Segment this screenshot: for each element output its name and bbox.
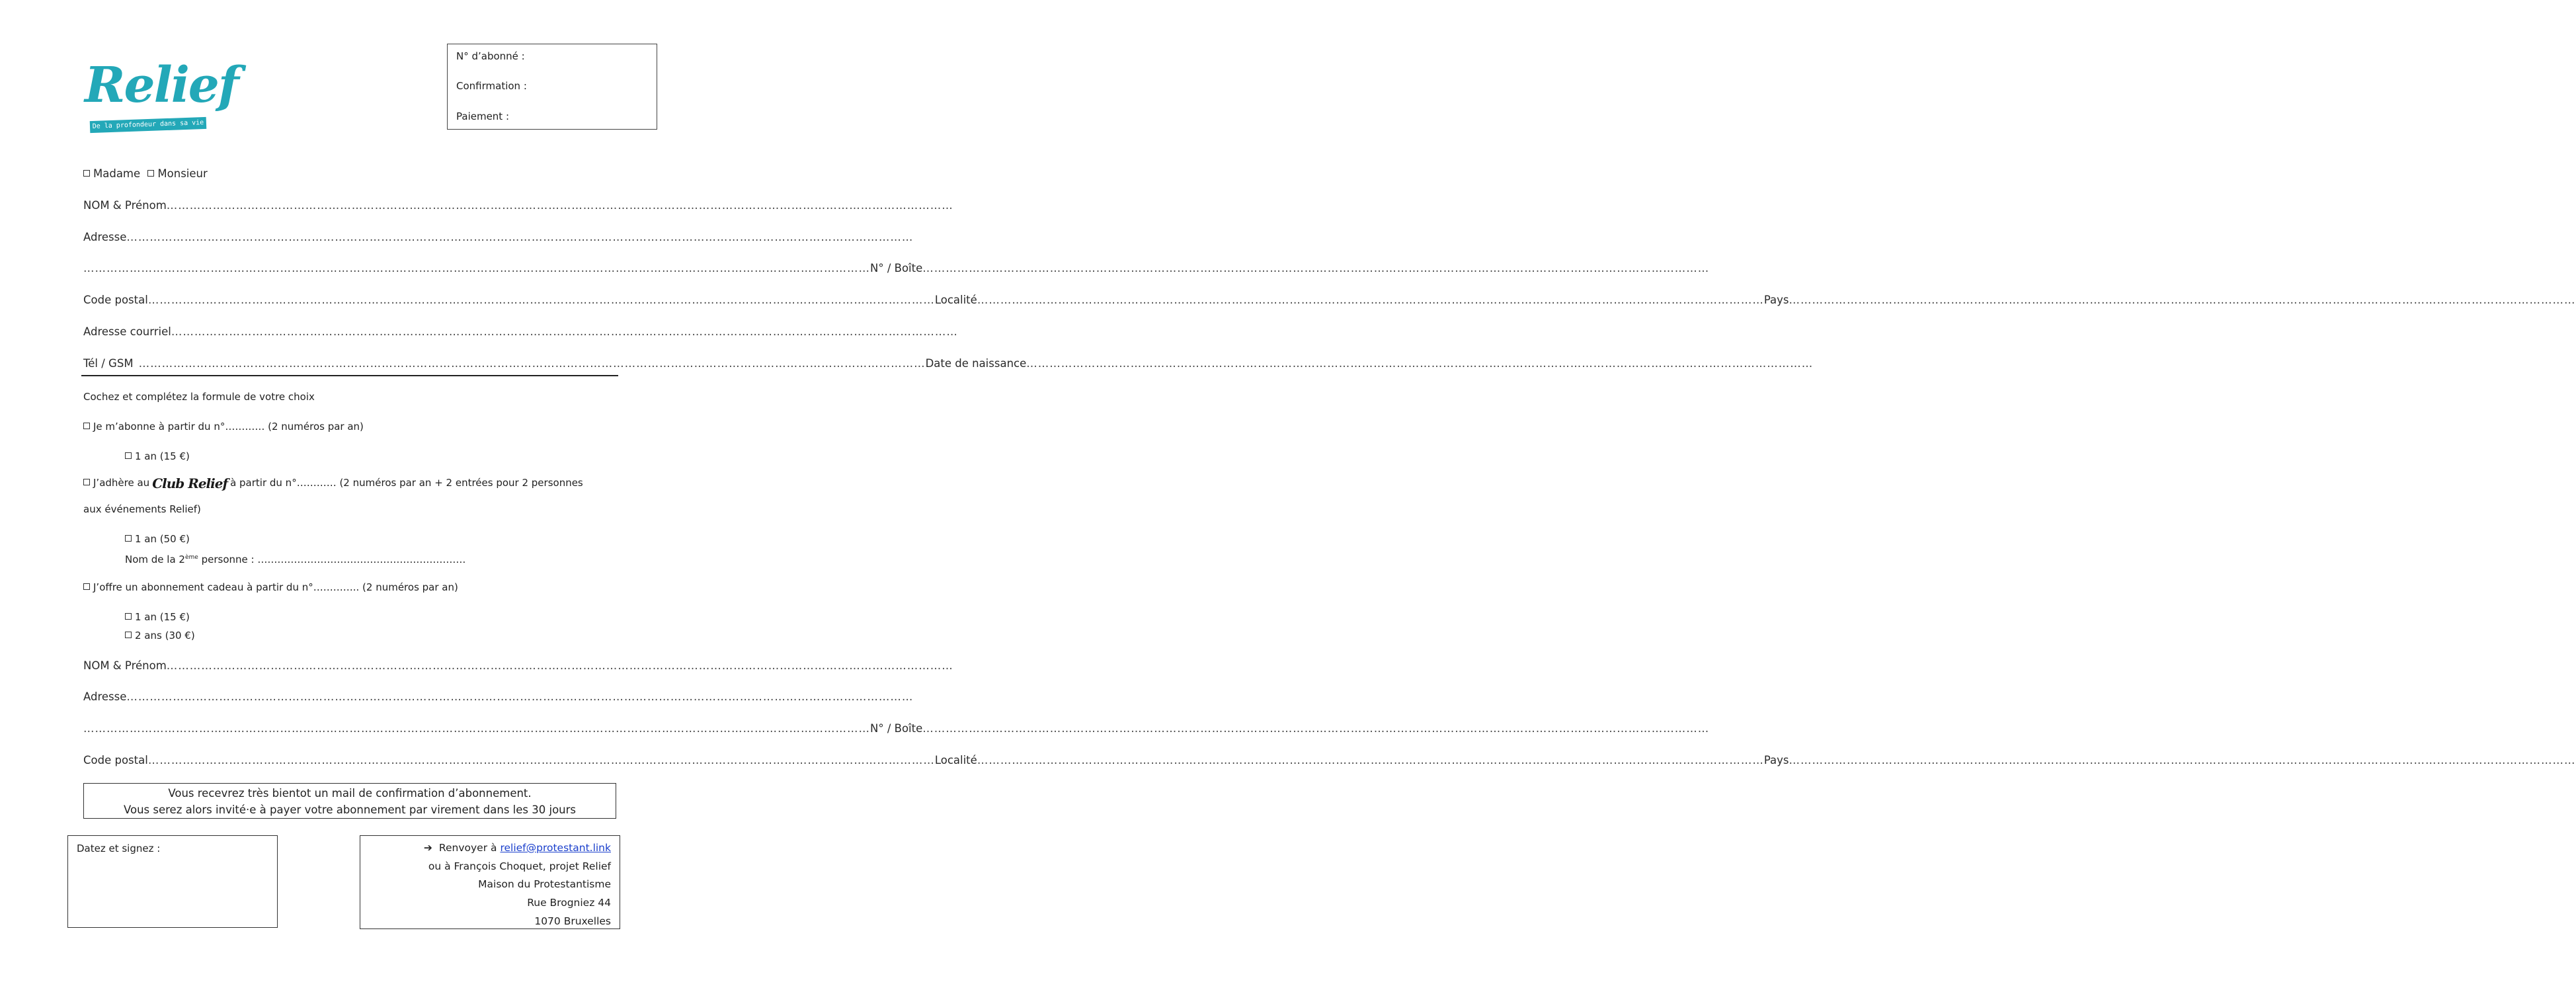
club-suffix: à partir du n°………… (2 numéros par an + 2 entrées pour 2 personnes xyxy=(230,477,583,489)
postal-dots: …………………………………………………………………………………………………………………………………………………………………………………… xyxy=(147,294,935,306)
gift-postal-dots: …………………………………………………………………………………………………………………………………………………………………………………… xyxy=(147,754,935,766)
return-line3: Maison du Protestantisme xyxy=(478,878,611,890)
second-person-label-b: personne : ……………………………………………………… xyxy=(198,554,466,565)
phone-birth-row[interactable] xyxy=(83,356,1814,371)
subscribe-text: Je m’abonne à partir du n°………… (2 numéros par an) xyxy=(93,421,364,433)
second-person-field[interactable] xyxy=(125,551,465,566)
gift-address-line2-field[interactable] xyxy=(83,722,1710,736)
gift-country-label: Pays xyxy=(1763,754,1789,766)
gift-option[interactable] xyxy=(83,581,458,594)
confirmation-notice xyxy=(83,783,616,819)
formula-heading: Cochez et complétez la formule de votre choix xyxy=(83,391,315,403)
country-dots: …………………………………………………………………………………………………………………………………………………………………………………… xyxy=(1789,294,2576,306)
club-1year-option[interactable] xyxy=(125,532,190,546)
monsieur-checkbox[interactable] xyxy=(147,170,154,177)
gift-1year-option[interactable] xyxy=(125,610,190,624)
gift-2years-label: 2 ans (30 €) xyxy=(135,630,195,641)
return-line1 xyxy=(424,842,611,854)
gift-locality-dots: …………………………………………………………………………………………………………………………………………………………………………………… xyxy=(977,754,1764,766)
return-address-box xyxy=(360,835,620,929)
gift-text: J’offre un abonnement cadeau à partir du n°………….. (2 numéros par an) xyxy=(93,581,458,593)
address-field[interactable] xyxy=(83,230,914,245)
notice-line1: Vous recevrez très bientot un mail de confirmation d’abonnement. xyxy=(168,787,532,800)
gift-name-field[interactable] xyxy=(83,659,953,673)
gift-name-dots: …………………………………………………………………………………………………………………………………………………………………………………… xyxy=(166,659,953,672)
return-line5: 1070 Bruxelles xyxy=(534,915,611,927)
subscribe-checkbox[interactable] xyxy=(83,423,90,429)
signature-label: Datez et signez : xyxy=(77,843,161,854)
phone-dots: …………………………………………………………………………………………………………………………………………………………………………………… xyxy=(138,357,926,370)
madame-label: Madame xyxy=(93,167,141,180)
name-dots: …………………………………………………………………………………………………………………………………………………………………………………… xyxy=(166,199,953,212)
notice-line2: Vous serez alors invité·e à payer votre abonnement par virement dans les 30 jours xyxy=(123,804,577,816)
email-dots: …………………………………………………………………………………………………………………………………………………………………………………… xyxy=(171,325,958,338)
gift-postal-label: Code postal xyxy=(83,754,148,766)
gift-country-dots: …………………………………………………………………………………………………………………………………………………………………………………… xyxy=(1789,754,2576,766)
gift-locality-label: Localité xyxy=(934,754,977,766)
gift-address-label: Adresse xyxy=(83,690,127,703)
return-prefix: Renvoyer à xyxy=(438,842,497,854)
name-field[interactable] xyxy=(83,198,953,213)
subscribe-1year-option[interactable] xyxy=(125,450,190,463)
country-label: Pays xyxy=(1763,294,1789,306)
gift-checkbox[interactable] xyxy=(83,583,90,590)
gift-1year-checkbox[interactable] xyxy=(125,613,132,620)
gift-number-box-dots: …………………………………………………………………………………………………………………………………………………………………………………… xyxy=(922,722,1710,735)
salutation-row xyxy=(83,167,616,181)
gift-address-field[interactable] xyxy=(83,690,914,704)
postal-label: Code postal xyxy=(83,294,148,306)
locality-dots: …………………………………………………………………………………………………………………………………………………………………………………… xyxy=(977,294,1764,306)
relief-logo xyxy=(85,56,238,135)
address-dots: …………………………………………………………………………………………………………………………………………………………………………………… xyxy=(126,231,914,243)
address-line2-field[interactable] xyxy=(83,261,1710,276)
phone-label: Tél / GSM xyxy=(83,357,134,370)
return-line4: Rue Brogniez 44 xyxy=(527,897,611,909)
signature-box[interactable] xyxy=(67,835,278,928)
logo-wordmark: Relief xyxy=(85,57,238,114)
monsieur-label: Monsieur xyxy=(157,167,208,180)
subscribe-1year-checkbox[interactable] xyxy=(125,452,132,459)
club-prefix: J’adhère au xyxy=(93,477,150,489)
confirmation-label: Confirmation : xyxy=(456,80,527,92)
postal-row[interactable] xyxy=(83,293,2576,308)
locality-label: Localité xyxy=(934,294,977,306)
number-box-label: N° / Boîte xyxy=(870,262,923,274)
gift-address-dots: …………………………………………………………………………………………………………………………………………………………………………………… xyxy=(126,690,914,703)
section-divider xyxy=(81,375,618,376)
email-field[interactable] xyxy=(83,325,958,339)
birth-dots: …………………………………………………………………………………………………………………………………………………………………………………… xyxy=(1026,357,1814,370)
office-use-box xyxy=(447,44,657,130)
birth-label: Date de naissance xyxy=(925,357,1027,370)
second-person-sup: ème xyxy=(184,554,198,561)
second-person-label-a: Nom de la 2 xyxy=(125,554,185,565)
arrow-right-icon: ➔ xyxy=(423,842,432,854)
club-option[interactable] xyxy=(83,476,583,490)
club-checkbox[interactable] xyxy=(83,479,90,485)
address-line2-dots: …………………………………………………………………………………………………………………………………………………………………………………… xyxy=(83,262,870,274)
gift-2years-checkbox[interactable] xyxy=(125,632,132,638)
number-box-dots: …………………………………………………………………………………………………………………………………………………………………………………… xyxy=(922,262,1710,274)
payment-label: Paiement : xyxy=(456,110,510,122)
gift-1year-label: 1 an (15 €) xyxy=(135,611,190,623)
gift-name-label: NOM & Prénom xyxy=(83,659,167,672)
address-label: Adresse xyxy=(83,231,127,243)
return-email-link[interactable]: relief@protestant.link xyxy=(500,842,611,854)
email-label: Adresse courriel xyxy=(83,325,171,338)
subscriber-number-label: N° d’abonné : xyxy=(456,50,525,62)
club-1year-checkbox[interactable] xyxy=(125,535,132,542)
name-label: NOM & Prénom xyxy=(83,199,167,212)
club-line2: aux événements Relief) xyxy=(83,503,201,515)
logo-tagline: De la profondeur dans sa vie xyxy=(90,117,207,133)
club-relief-logo: Club Relief xyxy=(152,475,228,491)
gift-address-line2-dots: …………………………………………………………………………………………………………………………………………………………………………………… xyxy=(83,722,870,735)
subscribe-option[interactable] xyxy=(83,420,364,433)
return-line2: ou à François Choquet, projet Relief xyxy=(428,860,611,872)
gift-number-box-label: N° / Boîte xyxy=(870,722,923,735)
club-1year-label: 1 an (50 €) xyxy=(135,533,190,545)
madame-checkbox[interactable] xyxy=(83,170,90,177)
subscribe-1year-label: 1 an (15 €) xyxy=(135,450,190,462)
gift-2years-option[interactable] xyxy=(125,629,195,642)
gift-postal-row[interactable] xyxy=(83,753,2576,768)
